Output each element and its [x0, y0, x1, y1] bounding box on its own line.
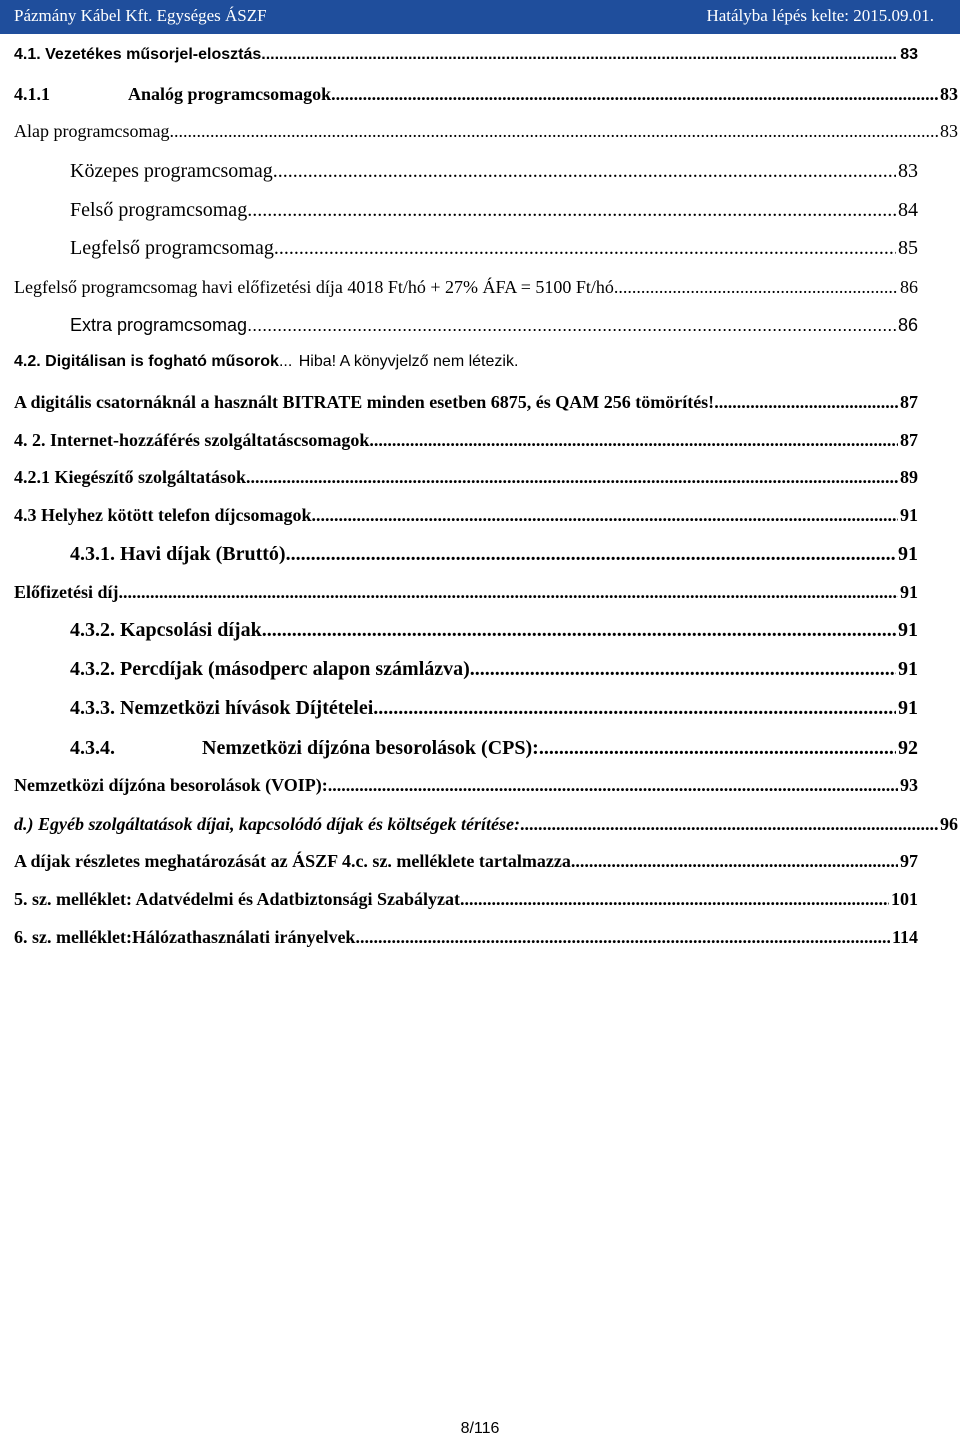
toc-entry[interactable]: d.) Egyéb szolgáltatások díjai, kapcsolódó díjak és költségek térítése: ..... 96 — [14, 814, 958, 840]
toc-entry[interactable]: 4.3.3. Nemzetközi hívások Díjtételei ..... 91 — [70, 697, 918, 723]
toc-entry[interactable]: 4.2.1 Kiegészítő szolgáltatások ..... 89 — [14, 467, 918, 493]
toc-entry[interactable]: A díjak részletes meghatározását az ÁSZF 4.c. sz. melléklete tartalmazza. ..... 97 — [14, 851, 918, 877]
toc-entry[interactable]: 4.2. Digitálisan is fogható műsorok... Hiba! A könyvjelző nem létezik. — [14, 353, 519, 370]
page-number: 8/116 — [460, 1420, 500, 1437]
toc-entry[interactable]: Felső programcsomag ..... 84 — [70, 199, 918, 225]
toc-entry[interactable]: Legfelső programcsomag havi előfizetési díja 4018 Ft/hó + 27% ÁFA = 5100 Ft/hó ..... 86 — [14, 277, 918, 303]
toc-entry[interactable]: 5. sz. melléklet: Adatvédelmi és Adatbiztonsági Szabályzat ..... 101 — [14, 889, 918, 915]
toc-entry[interactable]: A digitális csatornáknál a használt BITRATE minden esetben 6875, és QAM 256 tömörítés! ..... 87 — [14, 392, 918, 418]
toc-entry[interactable]: 6. sz. melléklet:Hálózathasználati irányelvek ..... 114 — [14, 927, 918, 953]
toc-entry[interactable]: Legfelső programcsomag ..... 85 — [70, 237, 918, 263]
toc-entry[interactable]: 4.3.2. Percdíjak (másodperc alapon számlázva) ..... 91 — [70, 658, 918, 684]
toc-entry[interactable]: 4.3.1. Havi díjak (Bruttó) ..... 91 — [70, 543, 918, 569]
toc-entry[interactable]: 4.3.4. Nemzetközi díjzóna besorolások (CPS): ..... 92 — [70, 737, 918, 763]
header-document-title: Pázmány Kábel Kft. Egységes ÁSZF — [14, 6, 267, 25]
toc-entry[interactable]: Nemzetközi díjzóna besorolások (VOIP): ..... 93 — [14, 775, 918, 801]
page-header — [0, 0, 960, 34]
toc-entry[interactable]: 4.3.2. Kapcsolási díjak ..... 91 — [70, 619, 918, 645]
toc-entry[interactable]: 4. 2. Internet-hozzáférés szolgáltatáscsomagok ..... 87 — [14, 430, 918, 456]
toc-entry[interactable]: 4.1.1 Analóg programcsomagok ..... 83 — [14, 84, 958, 110]
toc-entry[interactable]: Közepes programcsomag ..... 83 — [70, 160, 918, 186]
toc-entry[interactable]: 4.1. Vezetékes műsorjel-elosztás ..... 83 — [14, 46, 918, 72]
toc-entry[interactable]: Előfizetési díj ..... 91 — [14, 582, 918, 608]
toc-entry[interactable]: Alap programcsomag ..... 83 — [14, 121, 958, 147]
header-effective-date: Hatályba lépés kelte: 2015.09.01. — [706, 6, 934, 25]
toc-entry[interactable]: 4.3 Helyhez kötött telefon díjcsomagok ..... 91 — [14, 505, 918, 531]
toc-entry[interactable]: Extra programcsomag ..... 86 — [70, 315, 918, 341]
